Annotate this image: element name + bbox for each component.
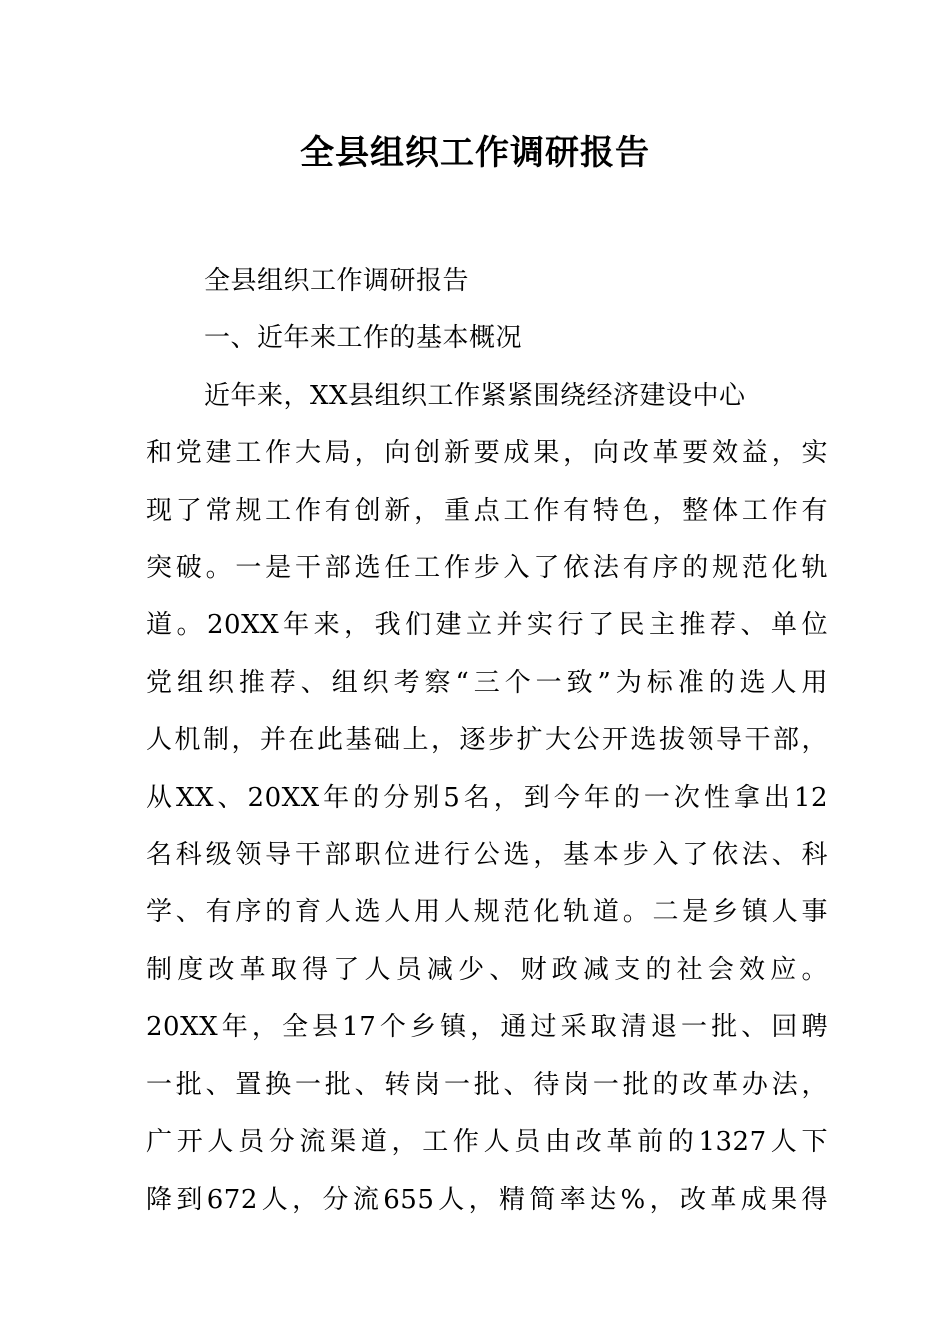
paragraph-line: 和党建工作大局，向创新要成果，向改革要效益，实 <box>146 438 828 469</box>
paragraph-line: 现了常规工作有创新，重点工作有特色，整体工作有 <box>146 495 828 526</box>
body-paragraph <box>146 368 828 1229</box>
subtitle-line: 全县组织工作调研报告 <box>204 266 470 296</box>
paragraph-line: 人机制，并在此基础上，逐步扩大公开选拔领导干部， <box>146 725 828 756</box>
paragraph-line: 20XX年，全县17个乡镇，通过采取清退一批、回聘 <box>146 1012 828 1043</box>
paragraph-line: 名科级领导干部职位进行公选，基本步入了依法、科 <box>146 840 828 871</box>
paragraph-line: 一批、置换一批、转岗一批、待岗一批的改革办法， <box>146 1069 828 1100</box>
paragraph-line: 制度改革取得了人员减少、财政减支的社会效应。 <box>146 954 828 985</box>
paragraph-line: 学、有序的育人选人用人规范化轨道。二是乡镇人事 <box>146 897 828 928</box>
paragraph-line: 道。20XX年来，我们建立并实行了民主推荐、单位 <box>146 610 828 641</box>
paragraph-line: 降到672人，分流655人，精简率达%，改革成果得 <box>146 1184 828 1215</box>
paragraph-line: 广开人员分流渠道，工作人员由改革前的1327人下 <box>146 1127 828 1158</box>
paragraph-line: 近年来，XX县组织工作紧紧围绕经济建设中心 <box>204 380 746 411</box>
paragraph-line: 从XX、20XX年的分别5名，到今年的一次性拿出12 <box>146 782 828 813</box>
document-body <box>146 253 828 1229</box>
section-heading: 一、近年来工作的基本概况 <box>204 323 523 354</box>
paragraph-line: 党组织推荐、组织考察“三个一致”为标准的选人用 <box>146 667 828 698</box>
document-title: 全县组织工作调研报告 <box>300 133 650 173</box>
paragraph-line: 突破。一是干部选任工作步入了依法有序的规范化轨 <box>146 553 828 584</box>
